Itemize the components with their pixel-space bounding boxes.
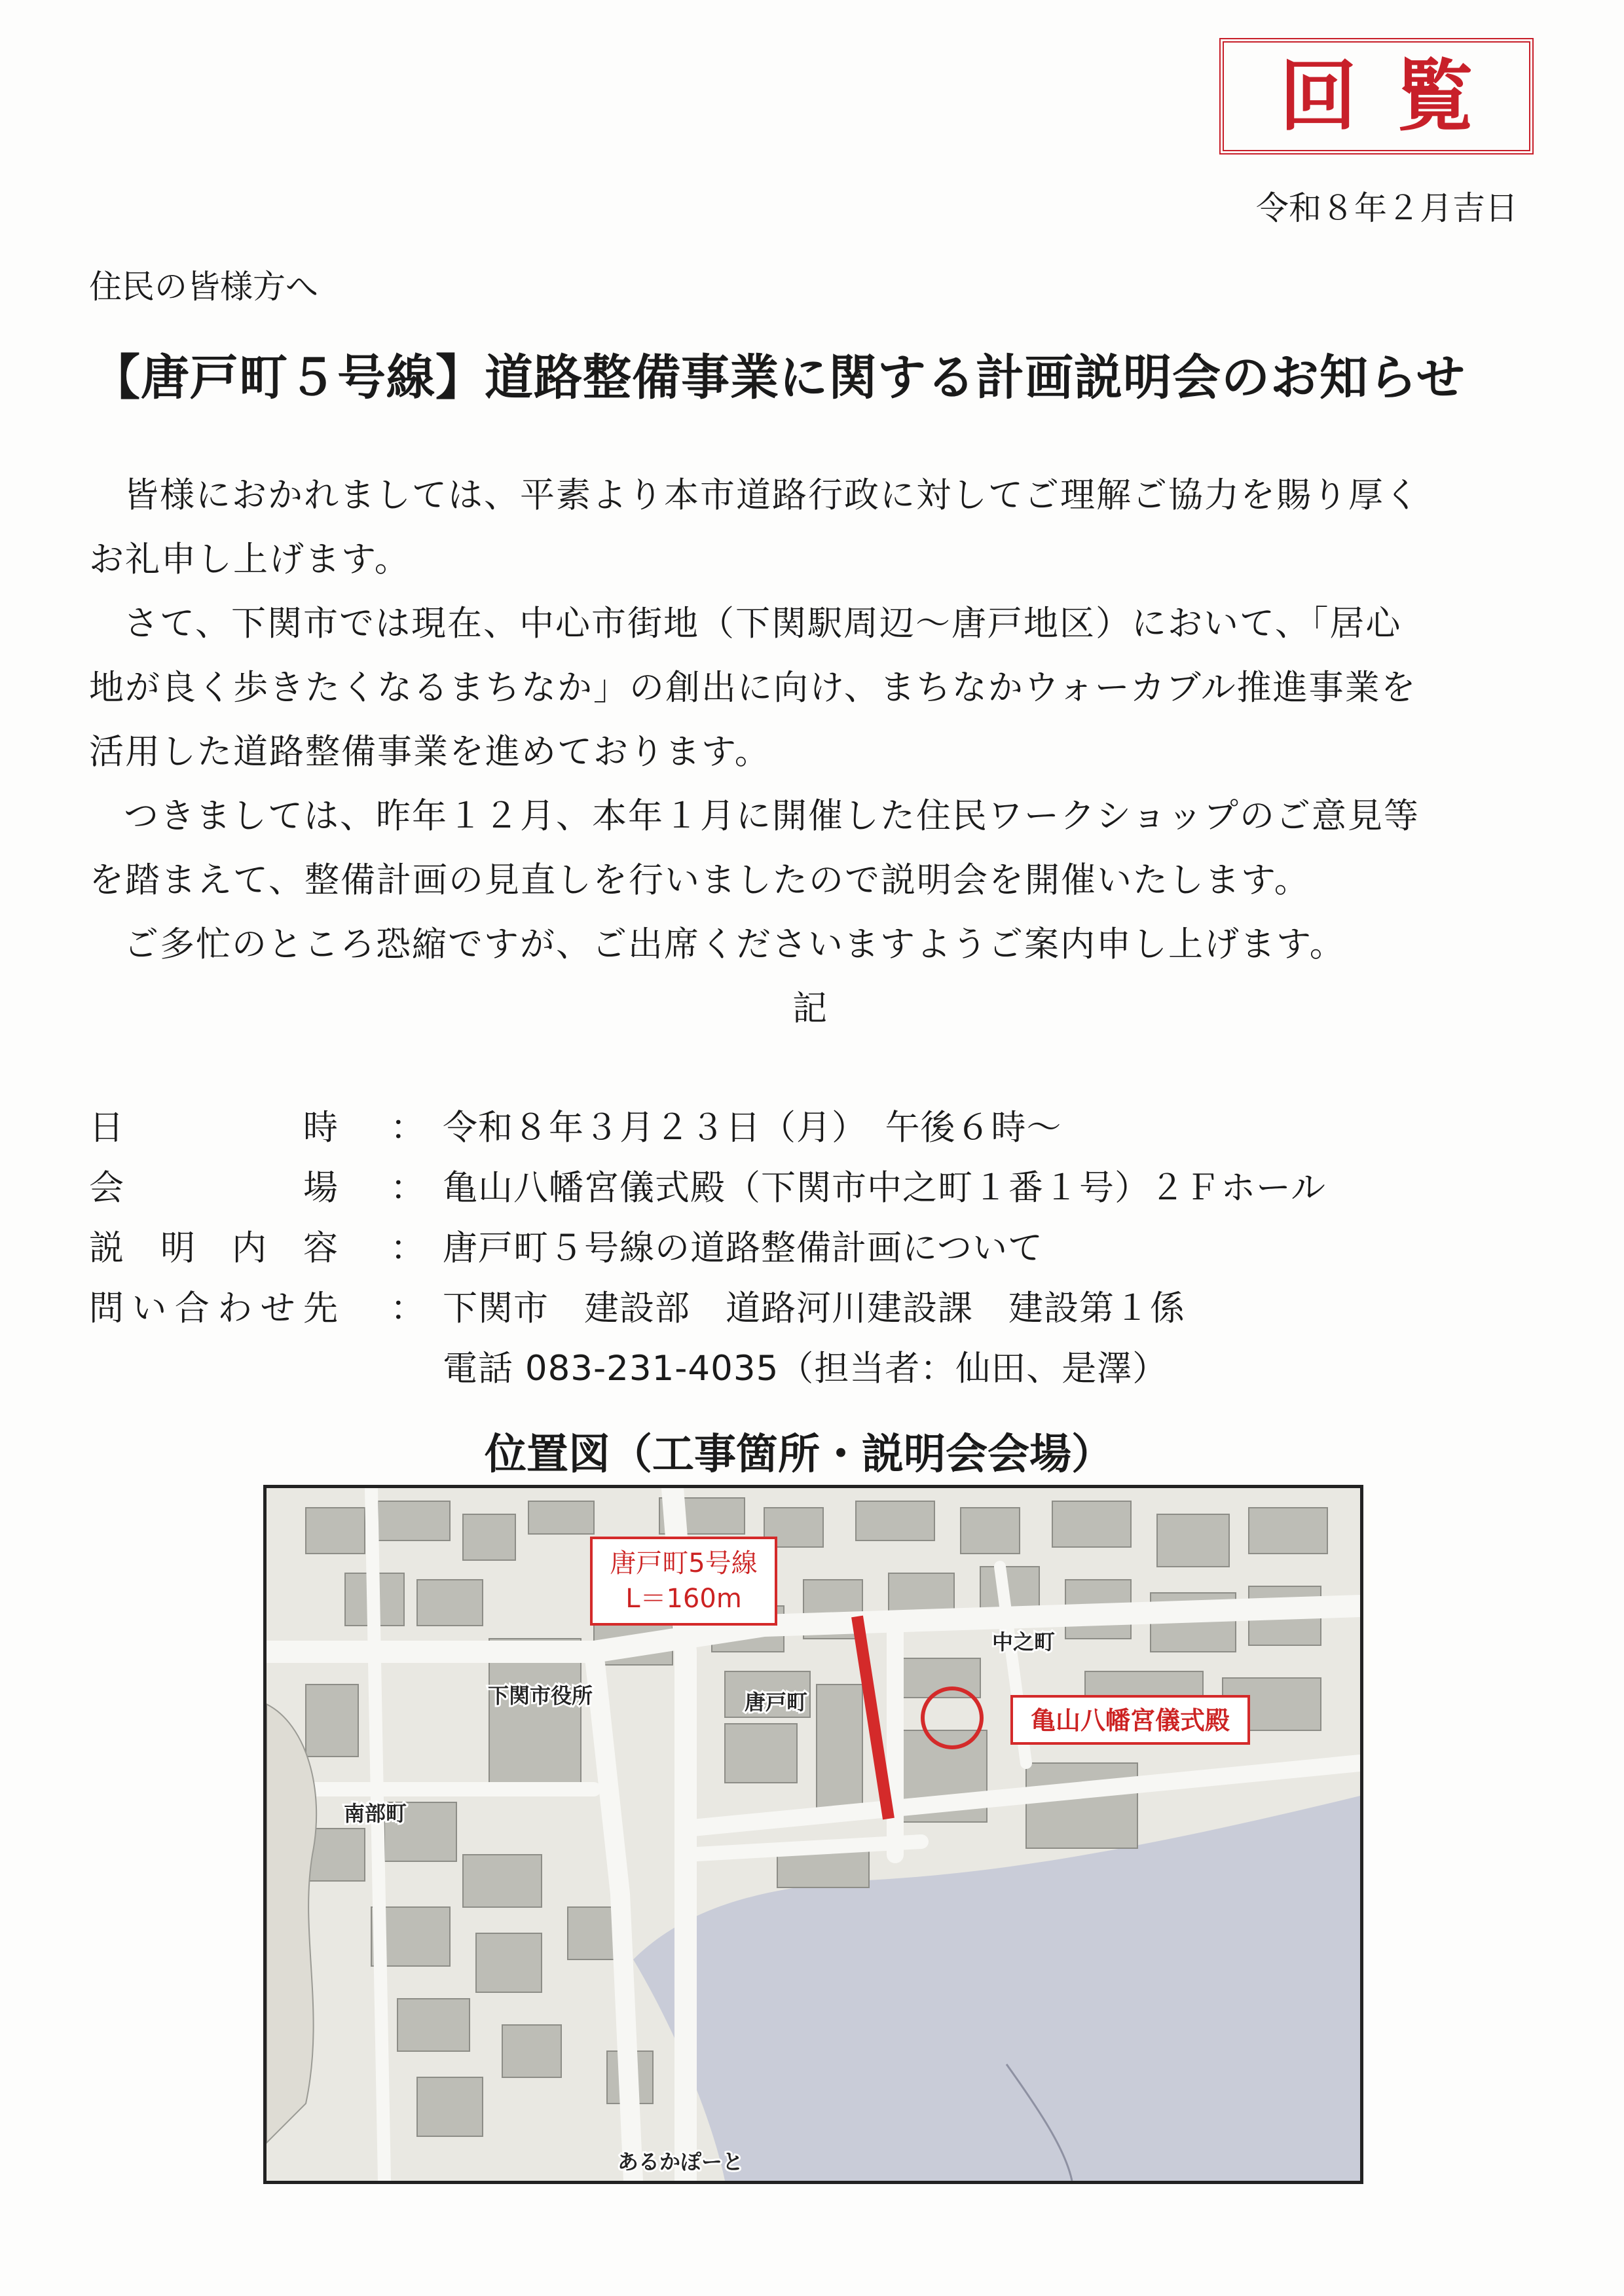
venue-label: 亀山八幡宮儀式殿: [1030, 1706, 1230, 1735]
detail-label: 会 場: [89, 1168, 338, 1208]
event-details: [89, 1095, 1326, 1396]
detail-label: 日 時: [89, 1108, 338, 1148]
body-line: 活用した道路整備事業を進めております。: [89, 732, 771, 772]
label-nanbucho: 南部町: [344, 1801, 407, 1826]
label-arukaport: あるかぽーと: [618, 2149, 744, 2174]
detail-label: 問 い 合 わ せ 先: [89, 1288, 338, 1328]
location-map: [263, 1485, 1363, 2184]
body-line: 皆様におかれましては、平素より本市道路行政に対してご理解ご協力を賜り厚く: [124, 475, 1420, 515]
addressee: 住民の皆様方へ: [89, 268, 318, 306]
map-drawing: [267, 1488, 1360, 2181]
detail-value: 下関市 建設部 道路河川建設課 建設第１係: [443, 1288, 1185, 1328]
hill-area: [267, 1704, 316, 2143]
detail-content: 説 明 内 容 ： 唐戸町５号線の道路整備計画について: [89, 1215, 1326, 1275]
body-line: 地が良く歩きたくなるまちなか」の創出に向け、まちなかウォーカブル推進事業を: [89, 668, 1417, 708]
detail-value: 亀山八幡宮儀式殿（下関市中之町１番１号）２Ｆホール: [443, 1168, 1326, 1208]
document-title: 【唐戸町５号線】道路整備事業に関する計画説明会のお知らせ: [92, 350, 1466, 406]
body-line: つきましては、昨年１２月、本年１月に開催した住民ワークショップのご意見等: [124, 796, 1420, 836]
route-label-line1: 唐戸町5号線: [610, 1548, 758, 1578]
detail-venue: 会 場 ： 亀山八幡宮儀式殿（下関市中之町１番１号）２Ｆホール: [89, 1155, 1326, 1215]
detail-phone: [89, 1336, 1326, 1396]
detail-contact: 問 い 合 わ せ 先 ： 下関市 建設部 道路河川建設課 建設第１係: [89, 1275, 1326, 1336]
body-text: [89, 464, 1543, 977]
map-title: 位置図（工事箇所・説明会会場）: [485, 1430, 1113, 1479]
body-line: ご多忙のところ恐縮ですが、ご出席くださいますようご案内申し上げます。: [124, 924, 1346, 964]
ki-heading: 記: [792, 989, 827, 1029]
detail-value: 唐戸町５号線の道路整備計画について: [443, 1228, 1043, 1268]
detail-label: 説 明 内 容: [89, 1228, 338, 1268]
label-nakanocho: 中之町: [992, 1630, 1056, 1654]
body-line: を踏まえて、整備計画の見直しを行いましたので説明会を開催いたします。: [89, 860, 1310, 900]
route-label-line2: L＝160m: [625, 1584, 742, 1614]
label-cityhall: 下関市役所: [488, 1683, 593, 1708]
stamp-text: 回覧: [1279, 51, 1513, 141]
contact-phone: 電話 083-231-4035（担当者：仙田、是澤）: [443, 1349, 1168, 1389]
label-karatocho: 唐戸町: [745, 1690, 808, 1715]
body-line: お礼申し上げます。: [89, 539, 411, 579]
body-line: さて、下関市では現在、中心市街地（下関駅周辺～唐戸地区）において、「居心: [124, 604, 1402, 644]
detail-datetime: 日 時 ： 令和８年３月２３日（月） 午後６時～: [89, 1095, 1326, 1155]
detail-value: 令和８年３月２３日（月） 午後６時～: [443, 1108, 1062, 1148]
issue-date: 令和８年２月吉日: [1256, 189, 1518, 227]
circulation-stamp: [1219, 38, 1534, 155]
